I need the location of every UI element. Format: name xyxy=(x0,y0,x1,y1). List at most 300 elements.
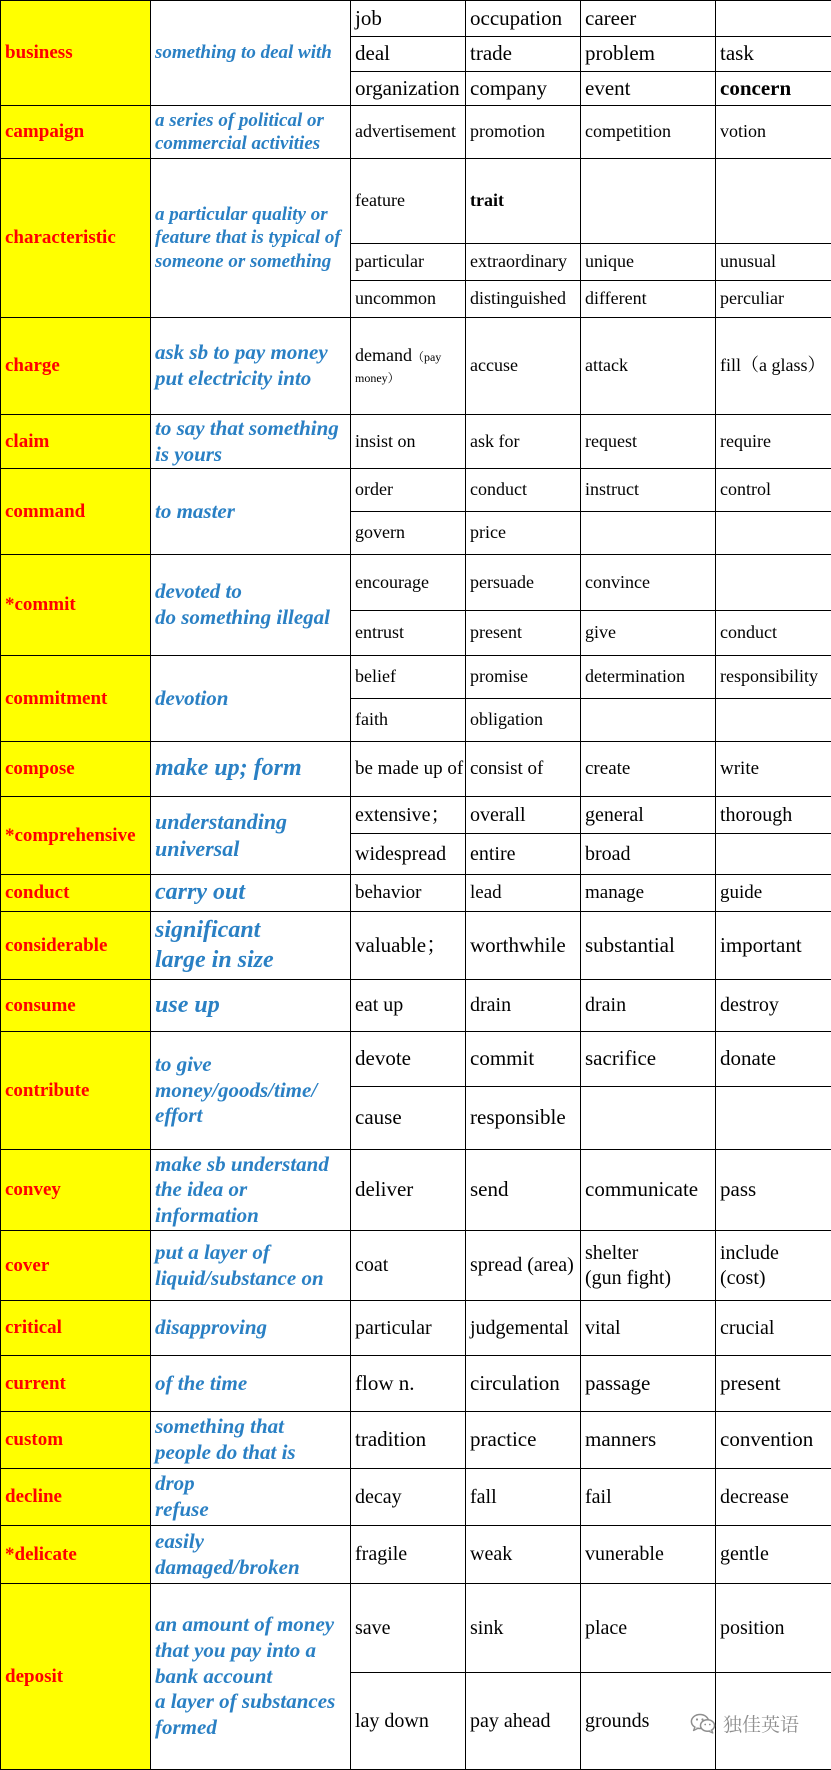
synonym-cell xyxy=(351,742,466,797)
synonym-cell xyxy=(466,469,581,512)
synonym: substantial xyxy=(585,932,675,957)
synonym-cell xyxy=(351,555,466,611)
table-row xyxy=(1,159,831,244)
synonym-cell xyxy=(351,106,466,159)
synonym: task xyxy=(720,41,754,66)
headword: compose xyxy=(5,758,75,780)
table-row xyxy=(1,656,831,699)
definition-line: a layer of substances xyxy=(155,1689,336,1714)
definition-line: someone or something xyxy=(155,250,332,272)
synonym: drain xyxy=(585,994,627,1017)
synonym: circulation xyxy=(470,1370,560,1395)
synonym: organization xyxy=(355,75,460,100)
synonym: practice xyxy=(470,1427,537,1452)
synonym: govern xyxy=(355,522,405,543)
synonym-cell xyxy=(581,415,716,469)
synonym-cell xyxy=(351,797,466,834)
synonym: entire xyxy=(470,842,516,865)
synonym-cell xyxy=(466,72,581,106)
synonym-cell xyxy=(716,37,831,72)
synonym-cell xyxy=(351,415,466,469)
synonym: convince xyxy=(585,571,650,592)
definition-line: large in size xyxy=(155,946,274,973)
definition-line: money/goods/time/ xyxy=(155,1077,318,1102)
synonym: determination xyxy=(585,666,685,687)
synonym: job xyxy=(355,5,382,30)
synonym-cell xyxy=(466,797,581,834)
definition-cell xyxy=(151,1584,351,1770)
synonym-cell xyxy=(716,281,831,318)
definition-cell xyxy=(151,912,351,980)
synonym-cell xyxy=(716,318,831,415)
table-row xyxy=(1,555,831,611)
definition-cell xyxy=(151,656,351,742)
table-row xyxy=(1,875,831,912)
synonym-cell xyxy=(466,1,581,37)
synonym: widespread xyxy=(355,842,447,865)
synonym-cell xyxy=(466,281,581,318)
synonym: advertisement xyxy=(355,121,456,142)
synonym: sink xyxy=(470,1616,504,1639)
synonym: trait xyxy=(470,190,504,211)
headword: business xyxy=(5,42,73,64)
synonym: fill（a glass） xyxy=(720,355,826,376)
synonym-cell xyxy=(716,742,831,797)
synonym: demand xyxy=(355,345,412,366)
synonym: conduct xyxy=(720,622,777,643)
synonym-cell xyxy=(716,1356,831,1412)
headword: characteristic xyxy=(5,227,116,249)
synonym-line: shelter xyxy=(585,1242,639,1265)
synonym: save xyxy=(355,1616,391,1639)
synonym-cell xyxy=(716,834,831,875)
synonym-cell xyxy=(351,875,466,912)
synonym-cell xyxy=(716,106,831,159)
word-cell xyxy=(1,1584,151,1770)
synonym: weak xyxy=(470,1543,513,1566)
synonym: destroy xyxy=(720,994,779,1017)
synonym-cell xyxy=(466,1673,581,1770)
table-row xyxy=(1,106,831,159)
synonym: trade xyxy=(470,41,512,66)
definition-line: an amount of money xyxy=(155,1612,335,1637)
synonym: extensive； xyxy=(355,803,451,826)
headword: consume xyxy=(5,994,76,1016)
synonym-cell xyxy=(466,37,581,72)
table-row xyxy=(1,1356,831,1412)
synonym-cell xyxy=(466,318,581,415)
word-cell xyxy=(1,1412,151,1469)
synonym-cell xyxy=(351,1673,466,1770)
word-cell xyxy=(1,1526,151,1584)
synonym-cell xyxy=(581,244,716,281)
synonym: unique xyxy=(585,251,634,272)
wechat-icon xyxy=(690,1713,716,1734)
synonym-cell xyxy=(716,1301,831,1356)
definition-line: something to deal with xyxy=(155,42,332,64)
synonym-cell xyxy=(581,656,716,699)
synonym: deal xyxy=(355,41,390,66)
synonym: uncommon xyxy=(355,288,436,309)
word-cell xyxy=(1,797,151,875)
synonym: occupation xyxy=(470,5,563,30)
synonym-cell xyxy=(581,1469,716,1526)
synonym-cell xyxy=(581,1412,716,1469)
headword: *delicate xyxy=(5,1543,77,1565)
table-row xyxy=(1,415,831,469)
synonym: passage xyxy=(585,1370,651,1395)
definition-line: a particular quality or xyxy=(155,204,328,226)
synonym: present xyxy=(720,1370,781,1395)
synonym: behavior xyxy=(355,882,422,904)
synonym-line: (cost) xyxy=(720,1266,766,1289)
synonym-cell xyxy=(716,980,831,1032)
synonym: vital xyxy=(585,1316,621,1339)
synonym-line: (gun fight) xyxy=(585,1266,672,1289)
word-cell xyxy=(1,1032,151,1150)
synonym: give xyxy=(585,622,616,643)
synonym: particular xyxy=(355,251,424,272)
definition-cell xyxy=(151,875,351,912)
synonym: drain xyxy=(470,994,512,1017)
synonym: obligation xyxy=(470,709,543,730)
definition-line: the idea or xyxy=(155,1177,248,1202)
synonym-cell xyxy=(351,1150,466,1231)
definition-line: something that xyxy=(155,1414,284,1439)
synonym: consist of xyxy=(470,758,544,780)
synonym-cell xyxy=(581,1,716,37)
definition-line: make sb understand xyxy=(155,1151,329,1176)
synonym-cell xyxy=(351,159,466,244)
definition-cell xyxy=(151,1526,351,1584)
word-cell xyxy=(1,415,151,469)
synonym: donate xyxy=(720,1046,776,1071)
synonym-cell xyxy=(581,797,716,834)
synonym: faith xyxy=(355,709,388,730)
synonym: career xyxy=(585,5,637,30)
synonym: conduct xyxy=(470,479,527,500)
definition-line: easily xyxy=(155,1528,204,1553)
definition-cell xyxy=(151,1356,351,1412)
table-row xyxy=(1,1032,831,1087)
synonym: overall xyxy=(470,803,526,826)
definition-line: a series of political or xyxy=(155,109,324,131)
definition-line: people do that is xyxy=(155,1440,296,1464)
synonym-cell xyxy=(581,912,716,980)
headword: deposit xyxy=(5,1665,64,1687)
synonym: sacrifice xyxy=(585,1046,657,1071)
headword: convey xyxy=(5,1179,61,1201)
synonym-cell xyxy=(716,469,831,512)
synonym-note: （pay money） xyxy=(355,350,442,385)
synonym-cell xyxy=(716,1,831,37)
synonym: present xyxy=(470,622,522,643)
synonym: promise xyxy=(470,666,528,687)
definition-line: refuse xyxy=(155,1497,209,1521)
synonym: important xyxy=(720,932,802,957)
synonym-cell xyxy=(466,742,581,797)
synonym-cell xyxy=(716,1584,831,1673)
synonym: thorough xyxy=(720,803,793,826)
synonym-cell xyxy=(351,980,466,1032)
word-cell xyxy=(1,159,151,318)
definition-cell xyxy=(151,797,351,875)
synonym-cell xyxy=(716,611,831,656)
synonym-cell xyxy=(716,1032,831,1087)
definition-line: damaged/broken xyxy=(155,1554,300,1579)
synonym-cell xyxy=(351,699,466,742)
synonym: manners xyxy=(585,1427,657,1452)
synonym: company xyxy=(470,75,547,100)
synonym-line: include xyxy=(720,1242,779,1265)
definition-line: feature that is typical of xyxy=(155,227,341,249)
definition-cell xyxy=(151,742,351,797)
synonym-cell xyxy=(466,244,581,281)
synonym-cell xyxy=(351,281,466,318)
synonym: lead xyxy=(470,882,502,904)
synonym: convention xyxy=(720,1427,814,1452)
headword: conduct xyxy=(5,882,70,904)
synonym-cell xyxy=(351,72,466,106)
definition-cell xyxy=(151,106,351,159)
watermark-text: 独佳英语 xyxy=(723,1713,800,1736)
definition-line: bank account xyxy=(155,1663,273,1688)
definition-line: formed xyxy=(155,1714,217,1739)
headword: claim xyxy=(5,430,50,452)
synonym-cell xyxy=(466,555,581,611)
table-row xyxy=(1,1469,831,1526)
synonym-cell xyxy=(466,912,581,980)
synonym: worthwhile xyxy=(470,932,566,957)
definition-cell xyxy=(151,1150,351,1231)
synonym: grounds xyxy=(585,1709,650,1732)
definition-cell xyxy=(151,1,351,106)
definition-line: of the time xyxy=(155,1370,248,1395)
synonym-cell xyxy=(466,1412,581,1469)
definition-line: to give xyxy=(155,1052,212,1077)
synonym-cell xyxy=(351,37,466,72)
synonym: price xyxy=(470,522,506,543)
headword: command xyxy=(5,500,86,522)
synonym: place xyxy=(585,1616,628,1639)
synonym: control xyxy=(720,479,771,500)
synonym: position xyxy=(720,1616,785,1639)
definition-line: effort xyxy=(155,1103,203,1128)
synonym-cell xyxy=(716,699,831,742)
synonym-cell xyxy=(581,512,716,555)
word-cell xyxy=(1,656,151,742)
synonym-cell xyxy=(351,912,466,980)
definition-line: to say that something xyxy=(155,415,339,440)
synonym: unusual xyxy=(720,251,776,272)
word-cell xyxy=(1,1150,151,1231)
synonym-cell xyxy=(351,1301,466,1356)
synonym: fail xyxy=(585,1485,612,1508)
synonym-cell xyxy=(581,834,716,875)
synonym: pay ahead xyxy=(470,1709,551,1732)
synonym-cell xyxy=(581,469,716,512)
headword: custom xyxy=(5,1429,64,1451)
synonym-cell xyxy=(716,1412,831,1469)
definition-line: disapproving xyxy=(155,1315,268,1340)
synonym-cell xyxy=(716,656,831,699)
synonym: write xyxy=(720,758,760,780)
synonym-cell xyxy=(466,656,581,699)
synonym: extraordinary xyxy=(470,251,567,272)
synonym: ask for xyxy=(470,430,520,451)
synonym: judgemental xyxy=(470,1316,569,1339)
synonym: fall xyxy=(470,1485,497,1508)
word-cell xyxy=(1,469,151,555)
synonym: request xyxy=(585,430,637,451)
synonym-cell xyxy=(351,1356,466,1412)
synonym-cell xyxy=(466,1469,581,1526)
synonym-cell xyxy=(351,244,466,281)
synonym: guide xyxy=(720,882,763,904)
synonym-cell xyxy=(581,1150,716,1231)
synonym-cell xyxy=(351,834,466,875)
definition-line: liquid/substance on xyxy=(155,1265,324,1290)
synonym-cell xyxy=(466,1231,581,1301)
synonym-cell xyxy=(466,1032,581,1087)
synonym: pass xyxy=(720,1177,757,1202)
synonym: communicate xyxy=(585,1177,699,1202)
definition-line: devoted to xyxy=(155,579,242,604)
definition-line: use up xyxy=(155,991,220,1018)
definition-cell xyxy=(151,318,351,415)
synonym: coat xyxy=(355,1254,389,1277)
synonym-cell xyxy=(716,1231,831,1301)
synonym: deliver xyxy=(355,1177,414,1202)
definition-line: understanding xyxy=(155,808,288,834)
synonym-cell xyxy=(716,1469,831,1526)
synonym-cell xyxy=(466,1087,581,1150)
headword: considerable xyxy=(5,934,108,956)
synonym: encourage xyxy=(355,571,429,592)
table-row xyxy=(1,1526,831,1584)
synonym: problem xyxy=(585,41,655,66)
synonym: competition xyxy=(585,121,671,142)
headword: cover xyxy=(5,1254,50,1276)
word-cell xyxy=(1,1356,151,1412)
synonym: different xyxy=(585,288,647,309)
synonym-cell xyxy=(466,1584,581,1673)
synonym-cell xyxy=(581,318,716,415)
synonym-cell xyxy=(581,72,716,106)
synonym-cell xyxy=(351,1231,466,1301)
synonym: attack xyxy=(585,355,628,376)
synonym-cell xyxy=(351,1,466,37)
synonym-cell xyxy=(466,699,581,742)
word-cell xyxy=(1,1469,151,1526)
synonym: send xyxy=(470,1177,509,1202)
synonym-cell xyxy=(466,415,581,469)
synonym-cell xyxy=(466,834,581,875)
synonym-cell xyxy=(581,1301,716,1356)
synonym: accuse xyxy=(470,355,518,376)
table-row xyxy=(1,1150,831,1231)
synonym: event xyxy=(585,75,631,100)
synonym-cell xyxy=(716,797,831,834)
synonym-cell xyxy=(466,611,581,656)
synonym: votion xyxy=(720,121,767,142)
synonym-cell xyxy=(716,875,831,912)
synonym: general xyxy=(585,803,644,826)
definition-cell xyxy=(151,415,351,469)
table-row xyxy=(1,1301,831,1356)
synonym-cell xyxy=(581,1584,716,1673)
synonym-cell xyxy=(581,1526,716,1584)
synonym-cell xyxy=(716,72,831,106)
word-cell xyxy=(1,742,151,797)
table-row xyxy=(1,912,831,980)
synonym-cell xyxy=(716,1087,831,1150)
synonym-cell xyxy=(581,1087,716,1150)
synonym-cell xyxy=(466,1356,581,1412)
word-cell xyxy=(1,875,151,912)
synonym: vunerable xyxy=(585,1543,664,1566)
synonym: eat up xyxy=(355,994,404,1017)
synonym-cell xyxy=(716,159,831,244)
synonym: order xyxy=(355,479,393,500)
word-cell xyxy=(1,555,151,656)
word-cell xyxy=(1,106,151,159)
synonym: entrust xyxy=(355,622,404,643)
synonym-cell xyxy=(466,512,581,555)
synonym: manage xyxy=(585,882,645,904)
synonym: persuade xyxy=(470,571,534,592)
definition-cell xyxy=(151,555,351,656)
synonym: distinguished xyxy=(470,288,567,309)
word-cell xyxy=(1,318,151,415)
table-row xyxy=(1,1584,831,1673)
synonym: fragile xyxy=(355,1543,408,1566)
definition-line: to master xyxy=(155,498,235,523)
definition-line: significant xyxy=(155,917,261,944)
synonym-cell xyxy=(581,742,716,797)
synonym-cell xyxy=(581,281,716,318)
watermark xyxy=(690,1711,799,1735)
definition-line: ask sb to pay money xyxy=(155,340,328,365)
synonym: decrease xyxy=(720,1485,789,1508)
definition-cell xyxy=(151,1301,351,1356)
synonym-cell xyxy=(716,1150,831,1231)
synonym-cell xyxy=(716,512,831,555)
synonym-cell xyxy=(581,699,716,742)
word-cell xyxy=(1,912,151,980)
synonym-cell xyxy=(351,469,466,512)
synonym: instruct xyxy=(585,479,639,500)
synonym-cell xyxy=(351,1469,466,1526)
synonym: feature xyxy=(355,190,405,211)
definition-cell xyxy=(151,1469,351,1526)
headword: decline xyxy=(5,1486,62,1508)
synonym: valuable； xyxy=(355,932,448,957)
synonym: concern xyxy=(720,75,792,100)
synonym: broad xyxy=(585,842,631,865)
synonym: promotion xyxy=(470,121,545,142)
table-row xyxy=(1,1412,831,1469)
headword: current xyxy=(5,1372,66,1394)
definition-line: put electricity into xyxy=(155,366,312,390)
word-cell xyxy=(1,980,151,1032)
definition-line: commercial activities xyxy=(155,133,321,154)
synonym-cell xyxy=(351,512,466,555)
headword: commitment xyxy=(5,687,108,709)
definition-line: that you pay into a xyxy=(155,1638,317,1663)
word-cell xyxy=(1,1231,151,1301)
synonym-cell xyxy=(351,1526,466,1584)
